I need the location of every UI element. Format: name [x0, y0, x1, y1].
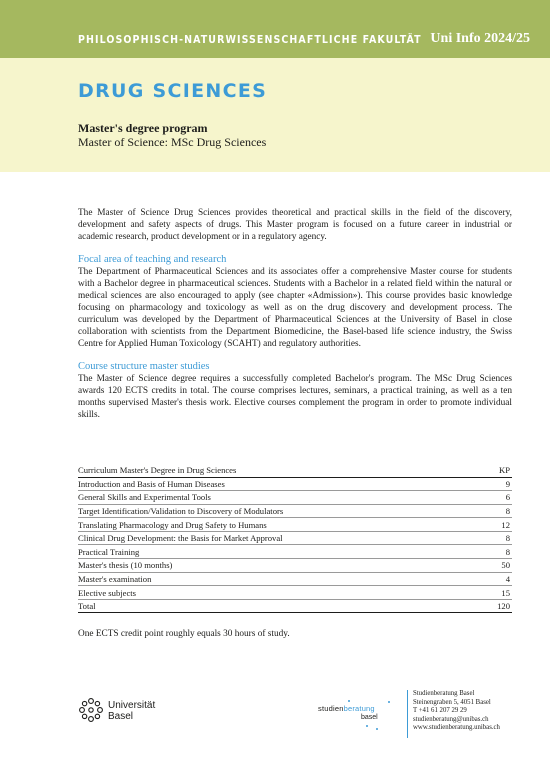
section-heading-focal-area: Focal area of teaching and research [78, 254, 227, 265]
course-kp: 15 [483, 586, 512, 600]
table-header-label: Curriculum Master's Degree in Drug Sciences [78, 463, 483, 477]
faculty-name: PHILOSOPHISCH-NATURWISSENSCHAFTLICHE FAKULTÄT [78, 34, 422, 46]
sb-logo-dot [376, 728, 378, 730]
faculty-band [0, 0, 550, 58]
table-row [78, 491, 512, 505]
sb-logo-city: basel [361, 714, 378, 721]
studienberatung-logo [318, 698, 410, 734]
intro-paragraph: The Master of Science Drug Sciences provides theoretical and practical skills in the field of the discovery, development and safety aspects of drugs. This Master program is focused on a future career in industrial or academic research, product development or in a regulatory agency. [78, 208, 512, 242]
total-kp: 120 [483, 599, 512, 613]
course-kp: 4 [483, 572, 512, 586]
contact-address: Steinengraben 5, 4051 Basel [413, 698, 491, 706]
course-name: Introduction and Basis of Human Diseases [78, 477, 483, 491]
course-name: Practical Training [78, 545, 483, 559]
table-row [78, 572, 512, 586]
course-name: Target Identification/Validation to Discovery of Modulators [78, 504, 483, 518]
section-text-focal-area: The Department of Pharmaceutical Sciences and its associates offer a comprehensive Master course for students with a Bachelor degree in pharmaceutical sciences. Students with a Bachelor in a related field within the natural or medical sciences are also encouraged to apply (see chapter «Admission»). This course provides basic knowledge focusing on pharmacology and toxicology as well as on the drug discovery and development process. The curriculum was developed by the Department of Pharmaceutical Sciences at the University of Basel in close collaboration with scientists from the Department Biomedicine, the Basel-based life science industry, the Swiss Centre for Applied Human Toxicology (SCAHT) and regulatory authorities. [78, 267, 512, 349]
course-name: Master's thesis (10 months) [78, 559, 483, 573]
course-name: Master's examination [78, 572, 483, 586]
degree-name: Master of Science: MSc Drug Sciences [78, 135, 267, 149]
uni-info-label: Uni Info 2024/25 [430, 31, 530, 46]
table-row [78, 504, 512, 518]
course-kp: 8 [483, 545, 512, 559]
course-kp: 8 [483, 531, 512, 545]
table-header-row [78, 463, 512, 477]
course-kp: 50 [483, 559, 512, 573]
contact-block [413, 690, 500, 733]
sb-logo-part1: studien [318, 704, 344, 713]
main-content [78, 207, 512, 421]
sb-logo-dot [366, 725, 368, 727]
university-name-line1: Universität [108, 700, 156, 711]
course-kp: 6 [483, 491, 512, 505]
title-band [0, 58, 550, 172]
table-row [78, 518, 512, 532]
sb-logo-dot [388, 701, 390, 703]
table-row [78, 545, 512, 559]
contact-phone: T +41 61 207 29 29 [413, 707, 467, 715]
course-kp: 12 [483, 518, 512, 532]
footer-divider [407, 690, 408, 738]
course-kp: 8 [483, 504, 512, 518]
course-kp: 9 [483, 477, 512, 491]
table-row [78, 531, 512, 545]
ects-note: One ECTS credit point roughly equals 30 hours of study. [78, 629, 290, 639]
contact-email[interactable]: studienberatung@unibas.ch [413, 715, 489, 723]
table-row [78, 477, 512, 491]
page-title: DRUG SCIENCES [78, 80, 268, 102]
course-name: General Skills and Experimental Tools [78, 491, 483, 505]
program-type: Master's degree program [78, 121, 208, 135]
course-name: Translating Pharmacology and Drug Safety to Humans [78, 518, 483, 532]
table-row [78, 559, 512, 573]
curriculum-table [78, 463, 512, 613]
university-name-line2: Basel [108, 711, 134, 722]
table-row [78, 586, 512, 600]
contact-website[interactable]: www.studienberatung.unibas.ch [413, 724, 500, 732]
table-header-kp: KP [483, 463, 512, 477]
university-emblem-icon [78, 697, 104, 723]
contact-org: Studienberatung Basel [413, 690, 475, 697]
course-name: Clinical Drug Development: the Basis for Market Approval [78, 531, 483, 545]
sb-logo-wordmark [318, 704, 375, 713]
table-total-row [78, 599, 512, 613]
sb-logo-part2: beratung [343, 704, 375, 713]
total-label: Total [78, 599, 483, 613]
section-heading-course-structure: Course structure master studies [78, 361, 210, 372]
course-name: Elective subjects [78, 586, 483, 600]
sb-logo-dot [348, 700, 350, 702]
university-logo [78, 697, 188, 731]
section-text-course-structure: The Master of Science degree requires a successfully completed Bachelor's program. The MSc Drug Sciences awards 120 ECTS credits in total. The course comprises lectures, seminars, a practical training, as well as a ten months supervised Master's thesis work. Elective courses complement the program in order to promote individual skills. [78, 374, 512, 420]
